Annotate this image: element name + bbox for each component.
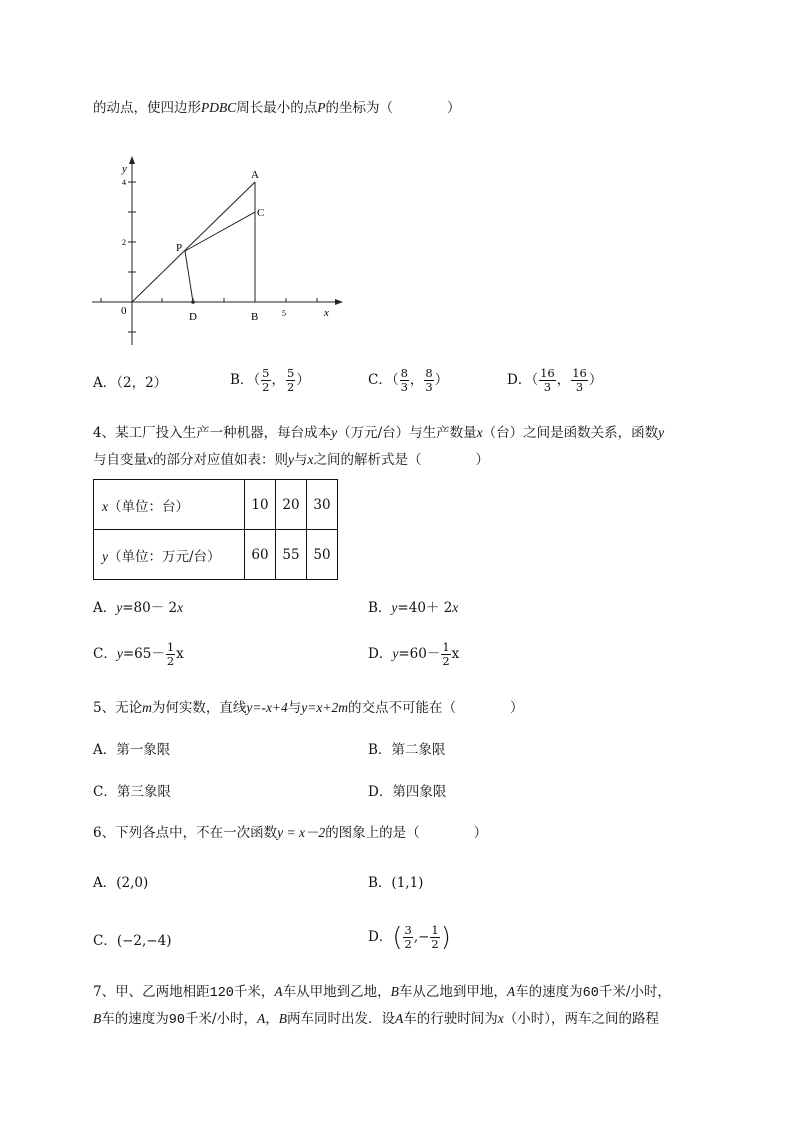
- open-paren: （: [253, 372, 261, 388]
- text: （万元/台）与生产数量: [337, 425, 477, 441]
- q6-option-a[interactable]: [93, 874, 148, 892]
- text: 7、甲、乙两地相距: [93, 984, 210, 1000]
- text: 之间的解析式是（ ）: [313, 452, 489, 468]
- text: 4、某工厂投入生产一种机器，每台成本: [93, 425, 332, 441]
- text: ，: [265, 1011, 279, 1027]
- text: 的交点不可能在（ ）: [348, 700, 524, 716]
- table-cell: 60: [245, 530, 276, 580]
- q4-option-b[interactable]: [368, 599, 458, 617]
- close-paren: ）: [434, 372, 449, 388]
- text: 千米/小时，: [598, 984, 671, 1000]
- open-paren: （: [391, 372, 399, 388]
- option-text: （2，2）: [116, 375, 168, 391]
- denominator: 3: [575, 380, 584, 394]
- fraction: [424, 367, 433, 394]
- point-P-label: P: [176, 242, 183, 254]
- point-A-label: A: [251, 169, 259, 181]
- fraction: [441, 641, 450, 668]
- q6-option-c[interactable]: [93, 932, 171, 950]
- q3-option-b[interactable]: [230, 367, 310, 394]
- denominator: 2: [431, 937, 439, 951]
- q4-value-table: [93, 479, 338, 580]
- fraction: [571, 367, 588, 394]
- table-cell: 55: [276, 530, 307, 580]
- var-y: y: [391, 600, 398, 615]
- car-B: B: [278, 1011, 288, 1026]
- numerator: 5: [287, 366, 295, 380]
- numerator: 1: [442, 640, 450, 654]
- close-paren: ）: [296, 372, 310, 388]
- option-letter: A．: [93, 600, 117, 616]
- car-B: B: [93, 1011, 102, 1026]
- option-text: =65－: [122, 646, 165, 662]
- text: 千米，: [233, 984, 275, 1000]
- numerator: 3: [404, 923, 412, 937]
- option-letter: A．: [93, 875, 117, 891]
- q5-option-c[interactable]: C．第三象限: [93, 784, 171, 800]
- var-y: y: [331, 425, 338, 440]
- q6-option-d[interactable]: [368, 924, 451, 951]
- row-header-x: [94, 480, 245, 530]
- car-A: A: [506, 984, 516, 999]
- point-B-label: B: [251, 311, 259, 323]
- fraction: [539, 367, 556, 394]
- q5-stem: [93, 699, 524, 717]
- option-letter: C．: [93, 646, 117, 662]
- table-cell: 50: [307, 530, 338, 580]
- q4-option-d[interactable]: [368, 641, 459, 668]
- q3-option-c[interactable]: [368, 367, 448, 394]
- text: 车从甲地到乙地，: [282, 984, 391, 1000]
- option-letter: B．: [230, 372, 254, 388]
- numerator: 16: [572, 366, 587, 380]
- denominator: 3: [543, 380, 552, 394]
- row-header-y: [94, 530, 245, 580]
- q3-option-d[interactable]: [507, 367, 602, 394]
- y-axis-label: y: [122, 163, 127, 175]
- option-letter: D．: [368, 929, 393, 945]
- var-x: x: [147, 452, 153, 467]
- numerator: 8: [425, 366, 433, 380]
- table-row: [94, 480, 338, 530]
- text: （台）之间是函数关系，函数: [482, 425, 659, 441]
- table-cell: 30: [307, 480, 338, 530]
- line-equation-1: y=-x+4: [246, 700, 288, 715]
- q3-shape-name: PDBC: [201, 100, 237, 115]
- q4-stem-line2: [93, 451, 489, 469]
- denominator: 2: [442, 654, 450, 668]
- option-letter: C．: [368, 372, 392, 388]
- q3-stem-text: 的坐标为（ ）: [325, 100, 461, 116]
- text: 的部分对应值如表：则: [153, 452, 288, 468]
- table-cell: 20: [276, 480, 307, 530]
- y-tick-label-4: 4: [122, 178, 126, 187]
- text: （小时），两车之间的路程: [503, 1011, 660, 1027]
- q6-option-b[interactable]: [368, 874, 423, 892]
- text: 车的行驶时间为: [403, 1011, 498, 1027]
- q3-point-name: P: [317, 100, 326, 115]
- text: 与: [287, 700, 302, 716]
- separator: ，: [271, 372, 285, 388]
- denominator: 3: [425, 380, 433, 394]
- q7-stem-line2: [93, 1010, 659, 1030]
- q5-option-b[interactable]: B．第二象限: [368, 742, 446, 758]
- car-A: A: [274, 984, 283, 999]
- var-y: y: [116, 646, 123, 661]
- q3-coordinate-figure: [88, 150, 350, 355]
- numerator: 1: [166, 640, 175, 654]
- option-letter: D．: [507, 372, 532, 388]
- origin-label: 0: [121, 305, 127, 317]
- separator: ，: [409, 372, 424, 388]
- fraction: [430, 924, 439, 951]
- option-letter: B．: [368, 875, 392, 891]
- open-paren: （: [531, 372, 539, 388]
- option-text: =60－: [398, 646, 441, 662]
- numerator: 5: [262, 366, 270, 380]
- function-expression: y = x－2: [277, 825, 326, 840]
- q4-option-a[interactable]: [93, 599, 183, 617]
- var-y: y: [116, 600, 123, 615]
- q3-stem-text: 周长最小的点: [236, 100, 318, 116]
- q4-option-c[interactable]: [93, 641, 184, 668]
- segment-OA: [132, 182, 255, 302]
- option-text: =80－ 2: [122, 600, 178, 616]
- q3-stem-text: 的动点，使四边形: [93, 100, 201, 116]
- fraction: [400, 367, 409, 394]
- point-C-label: C: [257, 207, 265, 219]
- separator: ，: [556, 372, 571, 388]
- text: 的图象上的是（ ）: [325, 825, 488, 841]
- y-tick-label-2: 2: [122, 238, 126, 247]
- speed-value: 60: [582, 986, 599, 1001]
- option-letter: C．: [93, 933, 117, 949]
- car-B: B: [390, 984, 399, 999]
- segment-PD: [185, 251, 193, 302]
- var-x: x: [451, 646, 460, 662]
- distance-value: 120: [209, 986, 234, 1001]
- var-x: x: [102, 498, 108, 514]
- q7-stem-line1: [93, 983, 671, 1003]
- denominator: 2: [287, 380, 295, 394]
- text: 车的速度为: [101, 1011, 169, 1027]
- text: 与自变量: [93, 452, 147, 468]
- text: 千米/小时，: [184, 1011, 258, 1027]
- text: 车从乙地到甲地，: [398, 984, 507, 1000]
- q3-option-a[interactable]: [93, 374, 167, 392]
- car-A: A: [395, 1011, 404, 1026]
- denominator: 3: [400, 380, 408, 394]
- fraction: [403, 924, 412, 951]
- table-row: [94, 530, 338, 580]
- fraction: [286, 367, 295, 394]
- denominator: 2: [166, 654, 175, 668]
- var-x: x: [452, 600, 459, 615]
- car-A: A: [257, 1011, 266, 1026]
- fraction: [166, 641, 175, 668]
- text: 与: [294, 452, 308, 468]
- y-axis-arrow: [129, 156, 135, 164]
- numerator: 16: [540, 366, 555, 380]
- point-D-dot: [191, 300, 195, 304]
- option-letter: A．: [93, 375, 117, 391]
- option-text: (−2,−4): [116, 933, 172, 949]
- point-D-label: D: [189, 311, 197, 323]
- speed-value: 90: [168, 1013, 185, 1028]
- var-y: y: [288, 452, 294, 467]
- fraction: [261, 367, 270, 394]
- right-paren-glyph: ): [440, 922, 451, 953]
- unit-label: （单位：台）: [108, 498, 189, 515]
- text: 为何实数，直线: [151, 700, 247, 716]
- q6-stem: [93, 824, 487, 842]
- var-x: x: [476, 425, 483, 440]
- q4-stem-line1: [93, 424, 664, 442]
- q5-option-d[interactable]: D．第四象限: [368, 784, 447, 800]
- text: 车的速度为: [515, 984, 583, 1000]
- option-text: (2,0): [116, 875, 149, 891]
- var-x: x: [497, 1011, 504, 1026]
- option-letter: B．: [368, 600, 392, 616]
- var-x: x: [177, 600, 184, 615]
- close-paren: ）: [588, 372, 603, 388]
- numerator: 8: [400, 366, 408, 380]
- option-text: =40＋ 2: [397, 600, 453, 616]
- numerator: 1: [431, 923, 439, 937]
- segment-PC: [185, 212, 255, 251]
- unit-label: （单位：万元/台）: [108, 548, 221, 565]
- x-tick-label-5: 5: [282, 309, 286, 318]
- var-x: x: [176, 646, 184, 662]
- denominator: 2: [262, 380, 270, 394]
- q3-stem: [93, 99, 461, 117]
- x-axis-label: x: [324, 307, 329, 319]
- table-cell: 10: [245, 480, 276, 530]
- var-x: x: [307, 452, 314, 467]
- var-y: y: [392, 646, 399, 661]
- var-m: m: [142, 700, 152, 715]
- separator: ,−: [413, 929, 430, 945]
- text: 5、无论: [93, 700, 143, 716]
- option-letter: D．: [368, 646, 393, 662]
- text: 6、下列各点中，不在一次函数: [93, 825, 278, 841]
- line-equation-2: y=x+2m: [301, 700, 348, 715]
- text: 两车同时出发．设: [287, 1011, 396, 1027]
- q5-option-a[interactable]: A．第一象限: [93, 742, 171, 758]
- option-text: (1,1): [391, 875, 424, 891]
- left-paren-glyph: (: [392, 922, 403, 953]
- var-y: y: [658, 425, 665, 440]
- x-axis-arrow: [335, 299, 343, 305]
- var-y: y: [102, 548, 108, 564]
- denominator: 2: [404, 937, 412, 951]
